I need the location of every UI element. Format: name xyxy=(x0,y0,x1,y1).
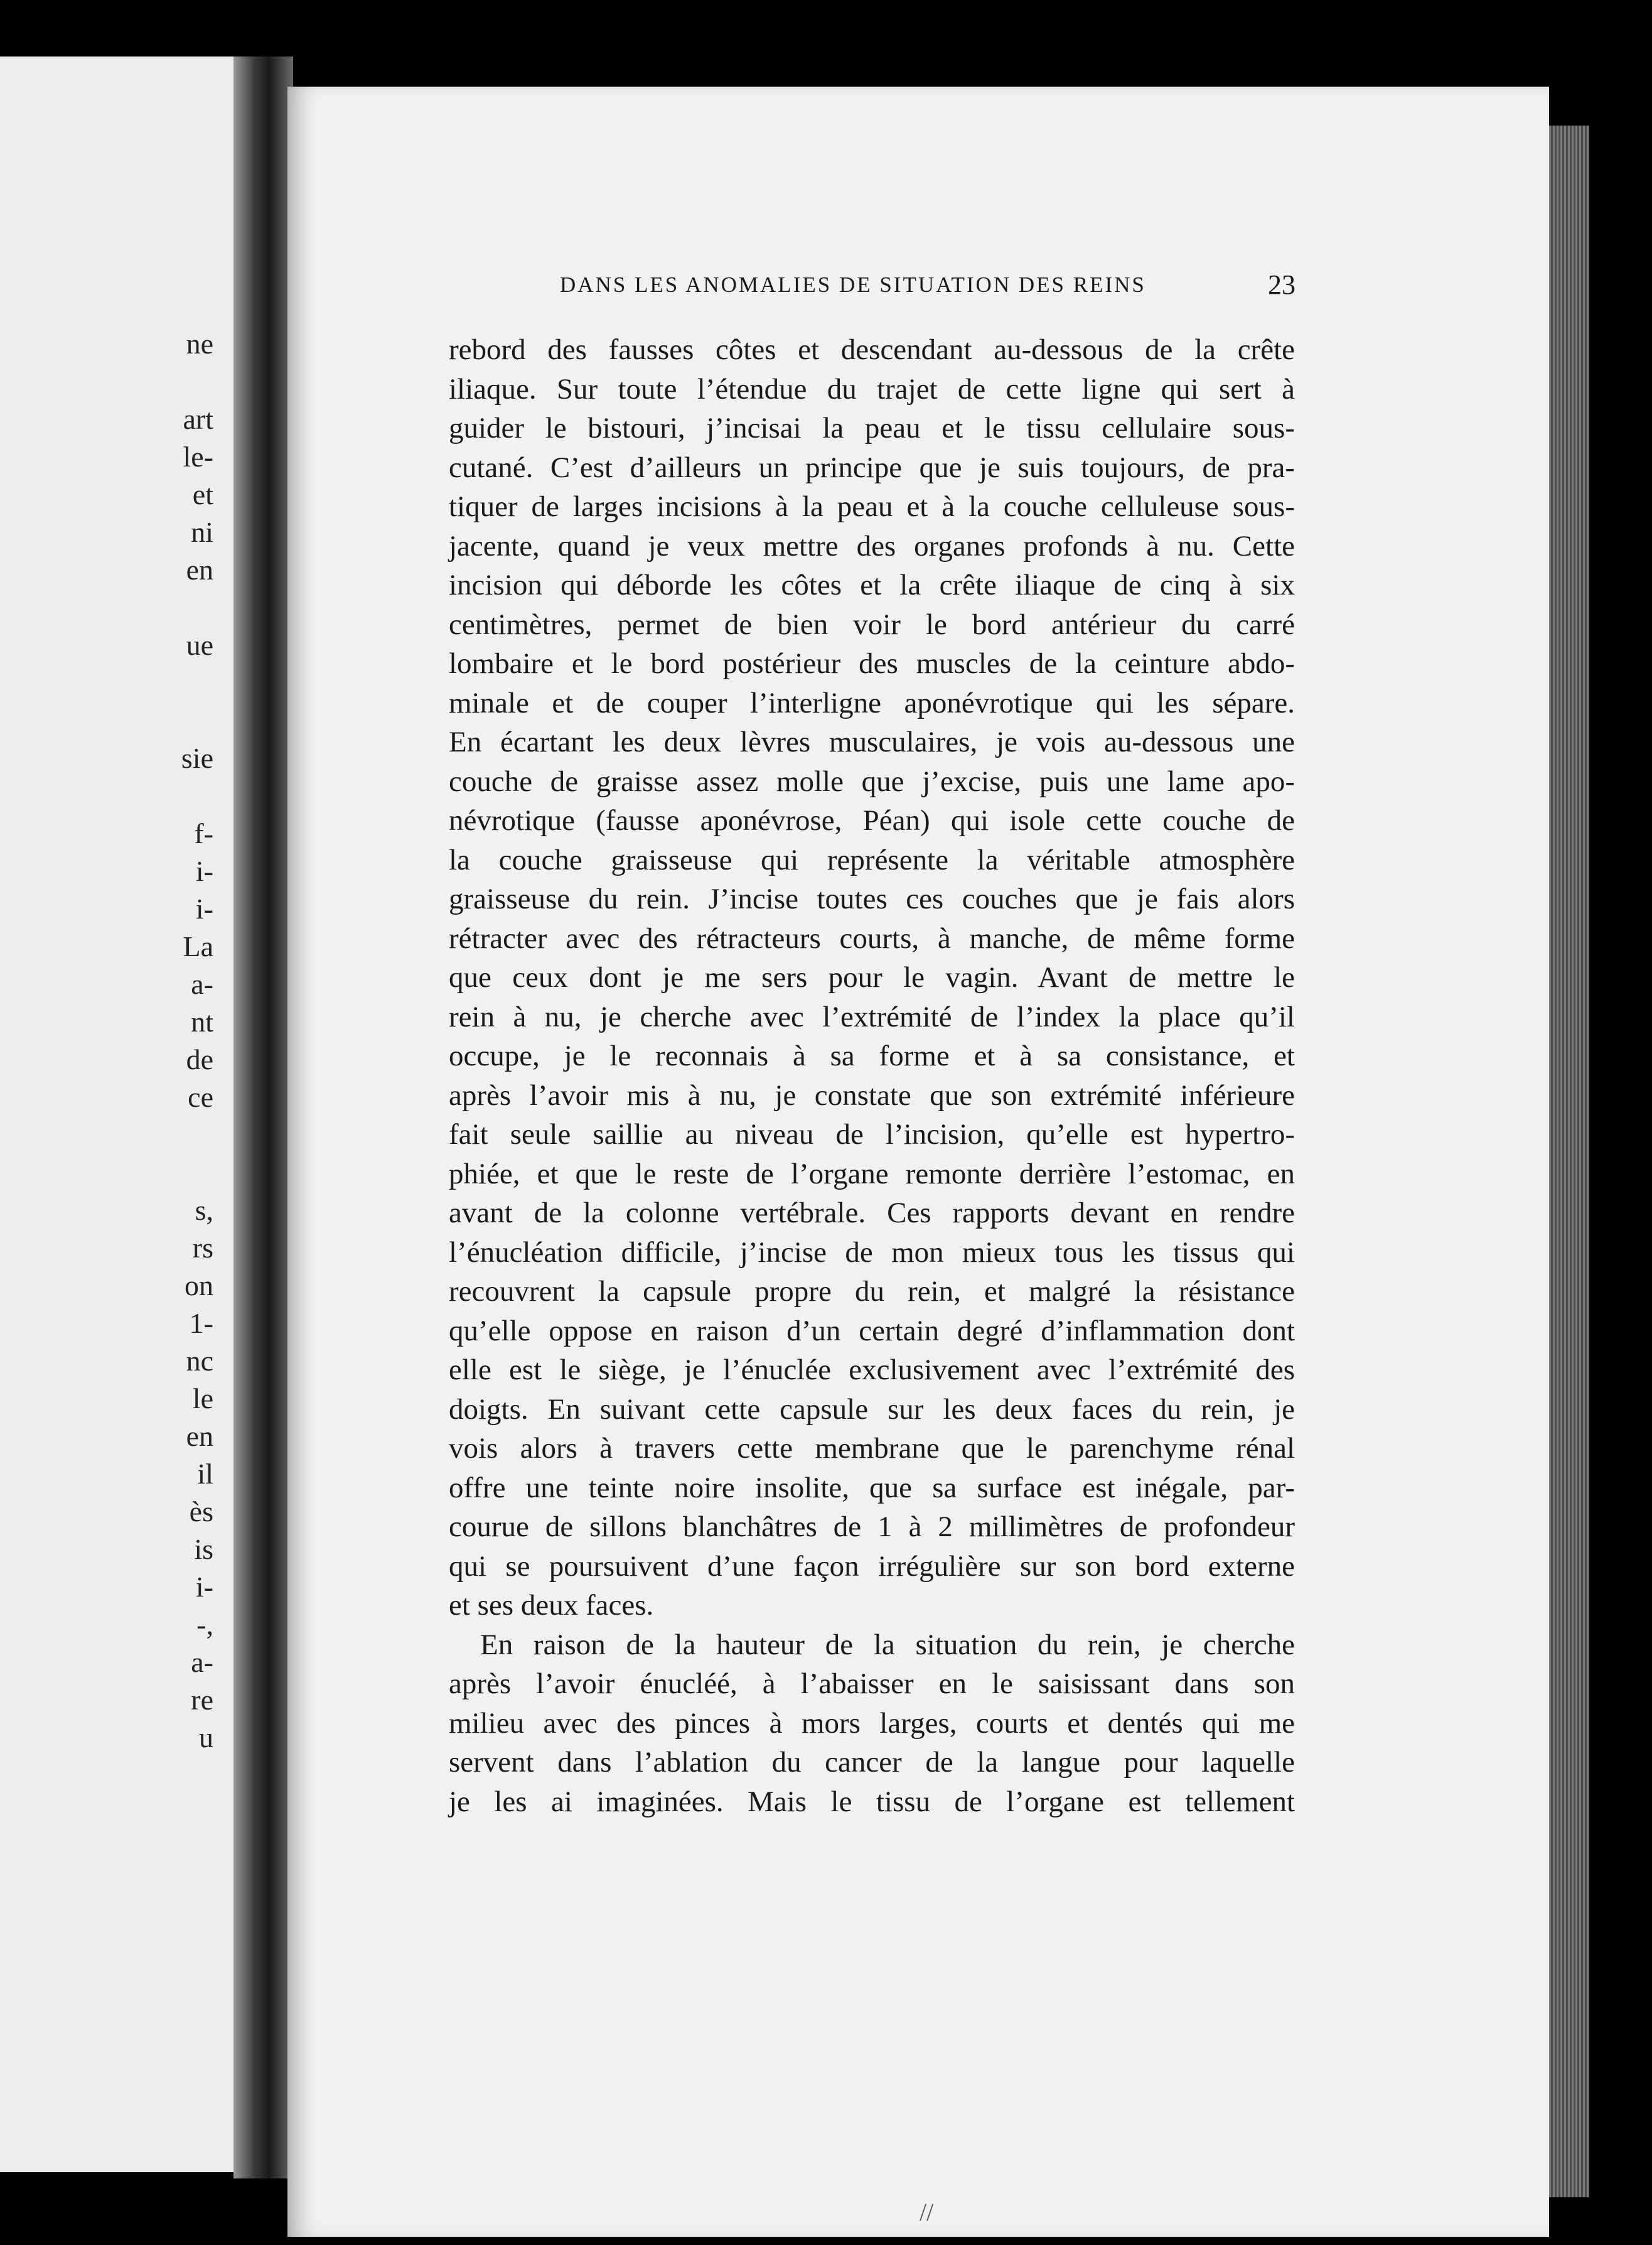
left-page-fragment: a- xyxy=(191,968,213,1000)
text-line: milieu avec des pinces à mors larges, courts et dentés qui me xyxy=(449,1706,1295,1740)
text-line: jacente, quand je veux mettre des organes profonds à nu. Cette xyxy=(449,529,1295,563)
text-line: l’énucléation difficile, j’incise de mon mieux tous les tissus qui xyxy=(449,1236,1295,1269)
text-line: guider le bistouri, j’incisai la peau et le tissu cellulaire sous- xyxy=(449,412,1295,444)
left-page-fragment: 1- xyxy=(189,1307,213,1339)
text-line: lombaire et le bord postérieur des muscles de la ceinture abdo- xyxy=(449,647,1295,680)
text-line: fait seule saillie au niveau de l’incision, qu’elle est hypertro- xyxy=(449,1118,1295,1151)
left-page-fragment: i- xyxy=(195,855,213,887)
left-page-fragment: a- xyxy=(191,1646,213,1678)
left-page-fragment: en xyxy=(186,1420,213,1452)
page-number: 23 xyxy=(1268,269,1295,300)
left-page-fragment: ne xyxy=(186,328,213,360)
text-line: après l’avoir énucléé, à l’abaisser en le saisissant dans son xyxy=(449,1667,1295,1700)
text-line: qui se poursuivent d’une façon irrégulière sur son bord externe xyxy=(449,1549,1295,1583)
text-line: recouvrent la capsule propre du rein, et malgré la résistance xyxy=(449,1275,1295,1308)
left-page-fragment: ès xyxy=(189,1495,213,1527)
left-page-fragment: en xyxy=(186,554,213,586)
left-page-fragment: de xyxy=(186,1043,213,1075)
left-page-fragment: rs xyxy=(192,1232,213,1264)
text-line: que ceux dont je me sers pour le vagin. Avant de mettre le xyxy=(449,961,1295,994)
text-line: minale et de couper l’interligne aponévrotique qui les sépare. xyxy=(449,686,1295,719)
left-page-fragment: ni xyxy=(191,516,213,548)
text-line: rein à nu, je cherche avec l’extrémité de l’index la place qu’il xyxy=(449,1000,1295,1033)
left-page-fragment: sie xyxy=(181,742,213,774)
text-line: offre une teinte noire insolite, que sa surface est inégale, par- xyxy=(449,1471,1295,1504)
text-line: phiée, et que le reste de l’organe remonte derrière l’estomac, en xyxy=(449,1157,1295,1190)
text-line: tiquer de larges incisions à la peau et à la couche celluleuse sous- xyxy=(449,490,1295,523)
left-page-fragment: nc xyxy=(186,1345,213,1377)
text-line: En écartant les deux lèvres musculaires, je vois au-dessous une xyxy=(449,726,1295,758)
text-line: rétracter avec des rétracteurs courts, à manche, de même forme xyxy=(449,922,1295,955)
left-page-fragment: nt xyxy=(191,1006,213,1038)
text-line: En raison de la hauteur de la situation du rein, je cherche xyxy=(480,1628,1295,1661)
text-line: cutané. C’est d’ailleurs un principe que je suis toujours, de pra- xyxy=(449,451,1295,484)
text-line: doigts. En suivant cette capsule sur les deux faces du rein, je xyxy=(449,1392,1295,1426)
bottom-mark: // xyxy=(920,2198,934,2226)
text-line: la couche graisseuse qui représente la véritable atmosphère xyxy=(449,843,1295,876)
text-line: rebord des fausses côtes et descendant au-dessous de la crête xyxy=(449,333,1295,366)
left-page-fragment: et xyxy=(192,478,213,510)
left-page-fragment: le xyxy=(192,1382,213,1414)
left-page-fragment: s, xyxy=(195,1194,213,1226)
running-head: DANS LES ANOMALIES DE SITUATION DES REINS xyxy=(560,272,1146,297)
text-line: elle est le siège, je l’énuclée exclusivement avec l’extrémité des xyxy=(449,1354,1295,1386)
text-line: je les ai imaginées. Mais le tissu de l’organe est tellement xyxy=(449,1785,1295,1818)
text-line: centimètres, permet de bien voir le bord antérieur du carré xyxy=(449,608,1295,641)
left-page-fragment: art xyxy=(183,403,213,435)
left-page-fragment: u xyxy=(199,1721,213,1753)
text-line: névrotique (fausse aponévrose, Péan) qui isole cette couche de xyxy=(449,804,1295,837)
left-page-fragment: f- xyxy=(194,817,213,849)
left-page-fragment: le- xyxy=(183,441,213,473)
left-page-fragment: i- xyxy=(195,893,213,925)
text-line: incision qui déborde les côtes et la crête iliaque de cinq à six xyxy=(449,569,1295,601)
page-edges xyxy=(1549,126,1589,2197)
left-page-fragment: -, xyxy=(196,1608,213,1640)
left-page-fragment: on xyxy=(185,1269,213,1301)
text-line: qu’elle oppose en raison d’un certain degré d’inflammation dont xyxy=(449,1314,1295,1347)
text-line: occupe, je le reconnais à sa forme et à sa consistance, et xyxy=(449,1040,1295,1072)
left-page-fragment: i- xyxy=(195,1571,213,1603)
text-line: après l’avoir mis à nu, je constate que son extrémité inférieure xyxy=(449,1079,1295,1112)
text-line: graisseuse du rein. J’incise toutes ces couches que je fais alors xyxy=(449,883,1295,915)
left-page-fragment: ue xyxy=(186,629,213,661)
left-page-fragment: is xyxy=(194,1533,213,1565)
text-line: vois alors à travers cette membrane que le parenchyme rénal xyxy=(449,1432,1295,1465)
left-page-fragment: ce xyxy=(188,1081,213,1113)
text-line: iliaque. Sur toute l’étendue du trajet de cette ligne qui sert à xyxy=(449,372,1295,406)
text-line: servent dans l’ablation du cancer de la langue pour laquelle xyxy=(449,1746,1295,1779)
left-page xyxy=(0,57,233,2172)
text-line: courue de sillons blanchâtres de 1 à 2 millimètres de profondeur xyxy=(449,1510,1295,1543)
text-line: couche de graisse assez molle que j’excise, puis une lame apo- xyxy=(449,765,1295,798)
left-page-fragment: re xyxy=(191,1684,213,1716)
book-gutter xyxy=(233,57,293,2178)
body-text xyxy=(449,330,1295,1821)
left-page-fragment: il xyxy=(197,1458,213,1490)
text-line: et ses deux faces. xyxy=(449,1589,654,1622)
left-page-fragment: La xyxy=(183,930,213,962)
text-line: avant de la colonne vertébrale. Ces rapports devant en rendre xyxy=(449,1197,1295,1229)
